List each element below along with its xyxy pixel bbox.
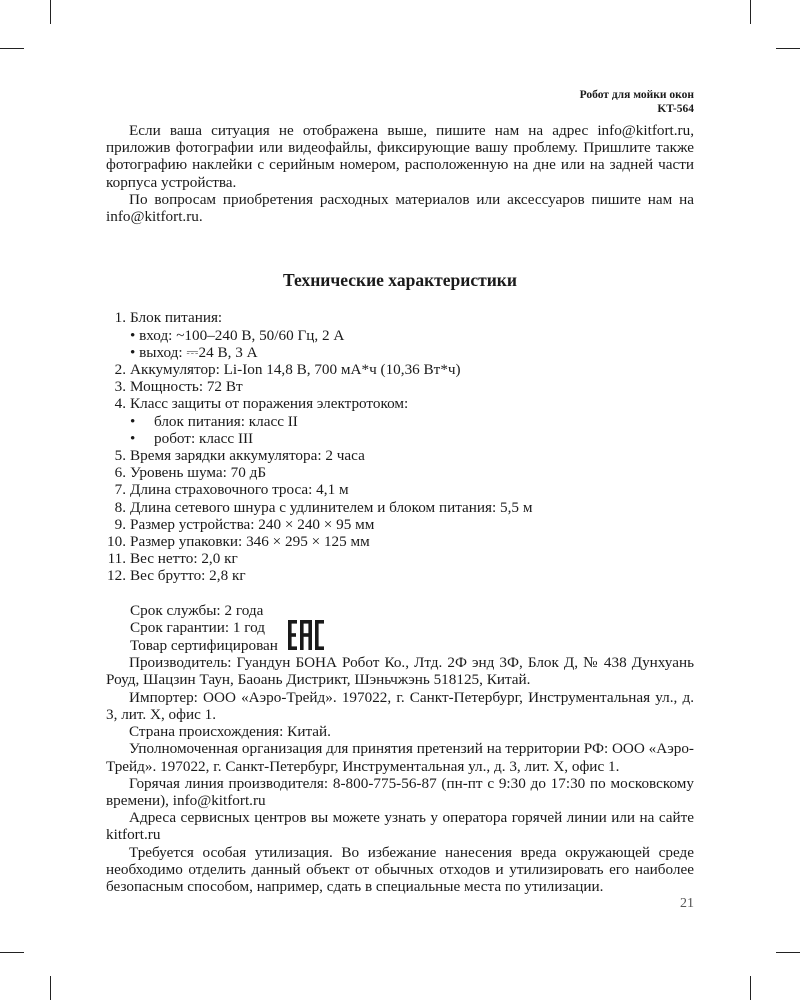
spec-item: 5. Время зарядки аккумулятора: 2 часа <box>114 447 365 465</box>
spec-list <box>106 309 694 584</box>
crop-mark <box>750 0 751 24</box>
spec-sub-item: • робот: класс III <box>130 429 254 447</box>
spec-item: 9. Размер устройства: 240 × 240 × 95 мм <box>114 515 375 533</box>
page-content <box>106 122 694 895</box>
crop-mark <box>50 0 51 24</box>
eac-mark-icon <box>288 620 324 654</box>
info-paragraph: Адреса сервисных центров вы можете узнать у оператора горячей линии или на сайте kitfort.ru <box>106 809 694 844</box>
info-paragraph: Производитель: Гуандун БОНА Робот Ко., Лтд. 2Ф энд 3Ф, Блок Д, № 438 Дунхуань Роуд, Шацзин Таун, Баоань Дистрикт, Шэньчжэнь 518125, Китай. <box>106 654 694 689</box>
crop-mark <box>50 976 51 1000</box>
info-paragraph: Импортер: ООО «Аэро-Трейд». 197022, г. Санкт-Петербург, Инструментальная ул., д. 3, лит. Х, офис 1. <box>106 688 694 723</box>
spec-item: 3. Мощность: 72 Вт <box>114 378 243 396</box>
page-number: 21 <box>680 896 694 911</box>
crop-mark <box>750 976 751 1000</box>
spacer <box>106 585 694 602</box>
running-header <box>580 88 694 116</box>
spec-item: 1. Блок питания: <box>114 309 223 327</box>
bullet-icon: • <box>130 429 136 447</box>
bullet-icon: • <box>130 412 136 430</box>
crop-mark <box>0 48 24 49</box>
spec-item: 4. Класс защиты от поражения электротоком: <box>114 395 409 413</box>
spec-sublist <box>106 327 694 361</box>
spec-item: 7. Длина страховочного троса: 4,1 м <box>114 481 349 499</box>
service-life: Срок службы: 2 года <box>130 601 264 619</box>
certified-text: Товар сертифицирован <box>130 636 278 654</box>
certification-row <box>106 636 694 654</box>
spec-item: 8. Длина сетевого шнура с удлинителем и блоком питания: 5,5 м <box>114 498 533 516</box>
intro-paragraph: Если ваша ситуация не отображена выше, пишите нам на адрес info@kitfort.ru, приложив фотографии или видеофайлы, фиксирующие вашу проблему. Пришлите также фотографию наклейки с серийным номером, расположенную на дне или на задней части корпуса устройства. <box>106 122 694 191</box>
spec-item: 12. Вес брутто: 2,8 кг <box>107 567 246 585</box>
crop-mark <box>776 48 800 49</box>
spec-sublist <box>106 413 694 447</box>
crop-mark <box>776 952 800 953</box>
info-paragraph: Уполномоченная организация для принятия претензий на территории РФ: ООО «Аэро-Трейд». 197022, г. Санкт-Петербург, Инструментальная ул., д. 3, лит. Х, офис 1. <box>106 740 694 775</box>
spec-item: 11. Вес нетто: 2,0 кг <box>107 550 238 568</box>
intro-paragraph: По вопросам приобретения расходных материалов или аксессуаров пишите нам на info@kitfort.ru. <box>106 190 694 226</box>
warranty: Срок гарантии: 1 год <box>130 618 265 636</box>
info-paragraph: Горячая линия производителя: 8-800-775-56-87 (пн-пт с 9:30 до 17:30 по московскому времени), info@kitfort.ru <box>106 774 694 809</box>
spec-sub-item: • вход: ~100–240 В, 50/60 Гц, 2 А <box>130 326 345 344</box>
spec-sub-item: • блок питания: класс II <box>130 412 298 430</box>
header-product: Робот для мойки окон <box>579 89 694 101</box>
spec-item: 2. Аккумулятор: Li-Ion 14,8 В, 700 мА*ч (10,36 Вт*ч) <box>114 361 461 379</box>
info-paragraph: Страна происхождения: Китай. <box>129 723 331 741</box>
section-title: Технические характеристики <box>283 270 517 291</box>
spec-item: 6. Уровень шума: 70 дБ <box>114 464 267 482</box>
spec-sub-item: • выход: ⎓24 В, 3 А <box>130 343 258 361</box>
info-paragraph: Требуется особая утилизация. Во избежание нанесения вреда окружающей среде необходимо отделить данный объект от обычных отходов и утилизировать его наиболее безопасным способом, например, сдать в специальные места по утилизации. <box>106 843 694 895</box>
header-model: KT-564 <box>657 103 694 115</box>
crop-mark <box>0 952 24 953</box>
spec-item: 10. Размер упаковки: 346 × 295 × 125 мм <box>107 533 370 551</box>
